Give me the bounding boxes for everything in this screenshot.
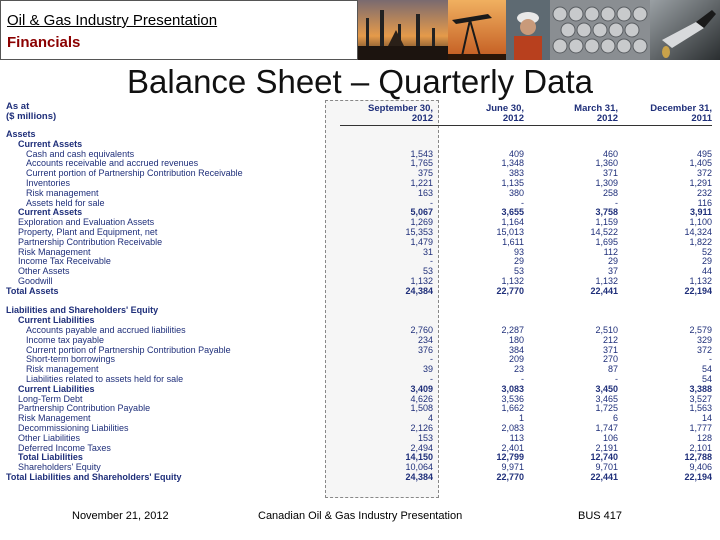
section-label: Financials	[7, 34, 81, 51]
row-value: 39	[422, 364, 433, 375]
row-value: -	[430, 197, 433, 208]
row-value: 1,291	[689, 178, 712, 188]
row-value: 212	[602, 334, 618, 345]
table-row	[0, 462, 720, 472]
row-value: 2,494	[410, 442, 433, 453]
row-value: 9,701	[595, 462, 618, 473]
row-value: 1	[518, 413, 524, 424]
row-value: 22,441	[590, 285, 618, 296]
row-label: Other Assets	[18, 266, 70, 277]
row-label: Risk management	[26, 187, 99, 198]
row-label: Short-term borrowings	[26, 354, 116, 365]
table-row	[0, 139, 720, 149]
table-row	[0, 178, 720, 188]
row-value: 12,788	[684, 452, 712, 463]
units-label-line2: ($ millions)	[6, 111, 57, 122]
table-row	[0, 256, 720, 266]
row-value: 3,409	[410, 383, 433, 394]
row-label: Risk Management	[18, 246, 91, 257]
table-row	[0, 315, 720, 325]
row-value: 2,287	[501, 325, 524, 335]
row-value: -	[615, 197, 618, 208]
row-value: -	[430, 354, 433, 365]
table-row	[0, 227, 720, 237]
table-row	[0, 266, 720, 276]
table-row	[0, 374, 720, 384]
table-row	[0, 286, 720, 296]
row-value: 409	[508, 148, 524, 159]
row-value: 1,132	[689, 276, 712, 286]
row-value: 3,536	[501, 393, 524, 404]
row-value: 3,527	[689, 393, 712, 404]
row-value: 2,191	[595, 442, 618, 453]
row-label: Accounts receivable and accrued revenues	[26, 158, 199, 169]
row-value: 44	[701, 266, 712, 277]
column-header-line1: December 31,	[650, 103, 712, 114]
footer-date: November 21, 2012	[72, 510, 169, 522]
row-value: 2,579	[689, 325, 712, 335]
row-value: 9,406	[689, 462, 712, 473]
table-row	[0, 394, 720, 404]
row-value: 2,101	[689, 442, 712, 453]
table-row	[0, 364, 720, 374]
row-value: 329	[696, 334, 712, 345]
row-value: 1,747	[595, 423, 618, 433]
row-value: 5,067	[410, 207, 433, 218]
row-label: Cash and cash equivalents	[26, 148, 135, 159]
column-header-sep-2012	[345, 104, 433, 124]
table-row	[0, 149, 720, 159]
table-row	[0, 354, 720, 364]
header-photo-strip	[358, 0, 720, 60]
units-label-line1: As at	[6, 101, 30, 112]
header-rule	[340, 125, 712, 126]
row-value: 15,013	[496, 227, 524, 237]
slide-footer	[0, 500, 720, 540]
row-value: 22,770	[496, 472, 524, 482]
row-value: 22,194	[684, 472, 712, 482]
row-value: -	[521, 374, 524, 384]
column-header-line1: March 31,	[574, 103, 618, 114]
row-label: Liabilities related to assets held for sale	[26, 374, 184, 384]
row-value: 4,626	[410, 393, 433, 404]
column-header-line2: 2011	[691, 113, 712, 124]
units-label	[6, 102, 56, 122]
row-label: Risk Management	[18, 413, 91, 424]
table-row	[0, 188, 720, 198]
row-label: Current Liabilities	[18, 315, 95, 326]
row-value: 209	[508, 354, 524, 365]
row-label: Goodwill	[18, 276, 53, 286]
row-value: 3,911	[689, 207, 712, 218]
row-value: -	[615, 374, 618, 384]
row-value: 6	[612, 413, 618, 424]
row-label: Shareholders' Equity	[18, 462, 101, 473]
row-value: 9,971	[501, 462, 524, 473]
table-row	[0, 335, 720, 345]
row-label: Current portion of Partnership Contribution Receivable	[26, 168, 243, 179]
table-row	[0, 168, 720, 178]
row-value: 1,164	[501, 217, 524, 228]
row-value: 383	[508, 168, 524, 179]
row-value: 1,662	[501, 403, 524, 414]
row-value: 54	[701, 374, 712, 384]
column-header-line2: 2012	[502, 113, 524, 124]
row-value: 163	[417, 187, 433, 198]
footer-course-code: BUS 417	[578, 510, 623, 522]
row-value: -	[430, 374, 433, 384]
row-value: 24,384	[405, 472, 433, 482]
row-value: 22,770	[496, 285, 524, 296]
row-value: 371	[602, 344, 618, 355]
row-value: 1,777	[689, 423, 712, 433]
table-row	[0, 345, 720, 355]
row-value: 53	[422, 266, 433, 277]
row-label: Income Tax Receivable	[18, 256, 111, 267]
pumpjack-photo	[448, 0, 506, 60]
column-header-line2: 2012	[596, 113, 618, 124]
row-label: Current Liabilities	[18, 383, 95, 394]
row-value: 113	[509, 432, 524, 443]
column-header-line2: 2012	[411, 113, 433, 124]
row-value: 1,132	[410, 276, 433, 286]
row-value: 1,348	[501, 158, 524, 169]
row-value: 2,510	[595, 325, 618, 335]
row-value: 1,543	[410, 148, 433, 159]
row-label: Current Assets	[18, 138, 83, 149]
row-label: Partnership Contribution Payable	[18, 403, 151, 414]
row-value: 14	[701, 413, 712, 424]
row-value: 1,405	[689, 158, 712, 169]
row-value: -	[709, 354, 712, 365]
row-value: 234	[417, 334, 433, 345]
row-value: 14,324	[684, 227, 712, 237]
row-value: 1,100	[689, 217, 712, 228]
row-value: 3,450	[595, 383, 618, 394]
row-label: Decommissioning Liabilities	[18, 423, 129, 433]
row-value: 232	[696, 187, 712, 198]
row-value: 153	[417, 432, 433, 443]
row-label: Total Liabilities	[18, 452, 83, 463]
table-row	[0, 443, 720, 453]
row-label: Accounts payable and accrued liabilities	[26, 325, 186, 335]
table-row	[0, 305, 720, 315]
row-value: 376	[417, 344, 433, 355]
row-value: 180	[508, 334, 524, 345]
row-label: Exploration and Evaluation Assets	[18, 217, 155, 228]
refinery-photo	[358, 0, 448, 60]
row-value: 1,725	[595, 403, 618, 414]
row-value: 3,655	[501, 207, 524, 218]
row-label: Total Assets	[6, 285, 59, 296]
row-value: 29	[607, 256, 618, 267]
row-value: 1,479	[410, 236, 433, 247]
row-value: 24,384	[405, 285, 433, 296]
column-header-line1: September 30,	[368, 103, 433, 114]
table-row	[0, 198, 720, 208]
pipes-photo	[550, 0, 650, 60]
row-value: 14,150	[405, 452, 433, 463]
row-value: 15,353	[405, 227, 433, 237]
row-value: 29	[701, 256, 712, 267]
row-value: 3,083	[501, 383, 524, 394]
row-value: 270	[602, 354, 618, 365]
row-value: 495	[696, 148, 712, 159]
row-value: 1,269	[410, 217, 433, 228]
row-value: 372	[696, 168, 712, 179]
row-value: 3,758	[595, 207, 618, 218]
row-value: 116	[697, 197, 712, 208]
row-value: 372	[696, 344, 712, 355]
row-label: Partnership Contribution Receivable	[18, 236, 163, 247]
row-label: Deferred Income Taxes	[18, 442, 111, 453]
footer-presentation-name: Canadian Oil & Gas Industry Presentation	[258, 510, 463, 522]
column-header-mar-2012	[530, 104, 618, 124]
column-header-line1: June 30,	[485, 103, 524, 114]
column-header-jun-2012	[436, 104, 524, 124]
row-value: 1,360	[595, 158, 618, 169]
row-label: Current Assets	[18, 207, 83, 218]
table-row	[0, 423, 720, 433]
worker-photo	[506, 0, 550, 60]
row-value: 1,159	[595, 217, 618, 228]
row-value: 371	[602, 168, 618, 179]
row-label: Inventories	[26, 178, 71, 188]
row-value: 2,760	[410, 325, 433, 335]
table-row	[0, 237, 720, 247]
row-label: Risk management	[26, 364, 99, 375]
row-value: 4	[427, 413, 433, 424]
row-value: 54	[701, 364, 712, 375]
table-row	[0, 296, 720, 306]
row-label: Liabilities and Shareholders' Equity	[6, 305, 159, 316]
row-label: Current portion of Partnership Contribution Payable	[26, 344, 231, 355]
row-value: 93	[513, 246, 524, 257]
row-value: 52	[701, 246, 712, 257]
table-row	[0, 158, 720, 168]
row-value: 1,132	[595, 276, 618, 286]
row-value: -	[521, 197, 524, 208]
row-label: Assets held for sale	[26, 197, 105, 208]
table-row	[0, 129, 720, 139]
row-label: Other Liabilities	[18, 432, 81, 443]
row-value: 112	[603, 246, 618, 257]
table-row	[0, 433, 720, 443]
row-value: 1,132	[501, 276, 524, 286]
row-value: 258	[602, 187, 618, 198]
row-value: 460	[602, 148, 618, 159]
row-value: 106	[602, 432, 618, 443]
balance-sheet-image	[0, 100, 720, 498]
table-row	[0, 413, 720, 423]
row-label: Income tax payable	[26, 334, 105, 345]
table-row	[0, 472, 720, 482]
header-box	[0, 0, 358, 60]
row-value: 22,441	[590, 472, 618, 482]
row-label: Property, Plant and Equipment, net	[18, 227, 158, 237]
row-value: 1,508	[410, 403, 433, 414]
row-value: 1,695	[595, 236, 618, 247]
row-value: 3,465	[595, 393, 618, 404]
presentation-title: Oil & Gas Industry Presentation	[7, 12, 218, 29]
row-value: 1,822	[689, 236, 712, 247]
row-value: 29	[513, 256, 524, 267]
row-label: Long-Term Debt	[18, 393, 83, 404]
table-row	[0, 207, 720, 217]
column-header-dec-2011	[624, 104, 712, 124]
table-row	[0, 403, 720, 413]
row-value: 384	[508, 344, 524, 355]
table-row	[0, 276, 720, 286]
row-label: Total Liabilities and Shareholders' Equity	[6, 472, 182, 482]
row-value: 2,083	[501, 423, 524, 433]
row-value: 12,799	[496, 452, 524, 463]
table-row	[0, 247, 720, 257]
row-value: 3,388	[689, 383, 712, 394]
row-value: 2,401	[501, 442, 524, 453]
row-value: 37	[607, 266, 618, 277]
row-value: 375	[417, 168, 433, 179]
row-value: 23	[513, 364, 524, 375]
table-row	[0, 217, 720, 227]
row-value: 10,064	[405, 462, 433, 473]
row-value: 14,522	[590, 227, 618, 237]
row-value: 1,765	[410, 158, 433, 169]
row-value: 128	[696, 432, 712, 443]
row-value: 1,563	[689, 403, 712, 414]
table-row	[0, 384, 720, 394]
row-value: 1,309	[595, 178, 618, 188]
row-value: 53	[513, 266, 524, 277]
row-value: 1,221	[410, 178, 433, 188]
slide-title: Balance Sheet – Quarterly Data	[127, 63, 593, 100]
row-value: 12,740	[590, 452, 618, 463]
row-label: Assets	[6, 129, 36, 139]
row-value: 22,194	[684, 285, 712, 296]
fuel-nozzle-photo	[650, 0, 720, 60]
row-value: 31	[422, 246, 433, 257]
table-row	[0, 452, 720, 462]
row-value: 1,135	[501, 178, 524, 188]
row-value: 2,126	[410, 423, 433, 433]
row-value: 1,611	[502, 236, 524, 247]
row-value: 380	[508, 187, 524, 198]
table-row	[0, 325, 720, 335]
row-value: -	[430, 256, 433, 267]
row-value: 87	[607, 364, 618, 375]
